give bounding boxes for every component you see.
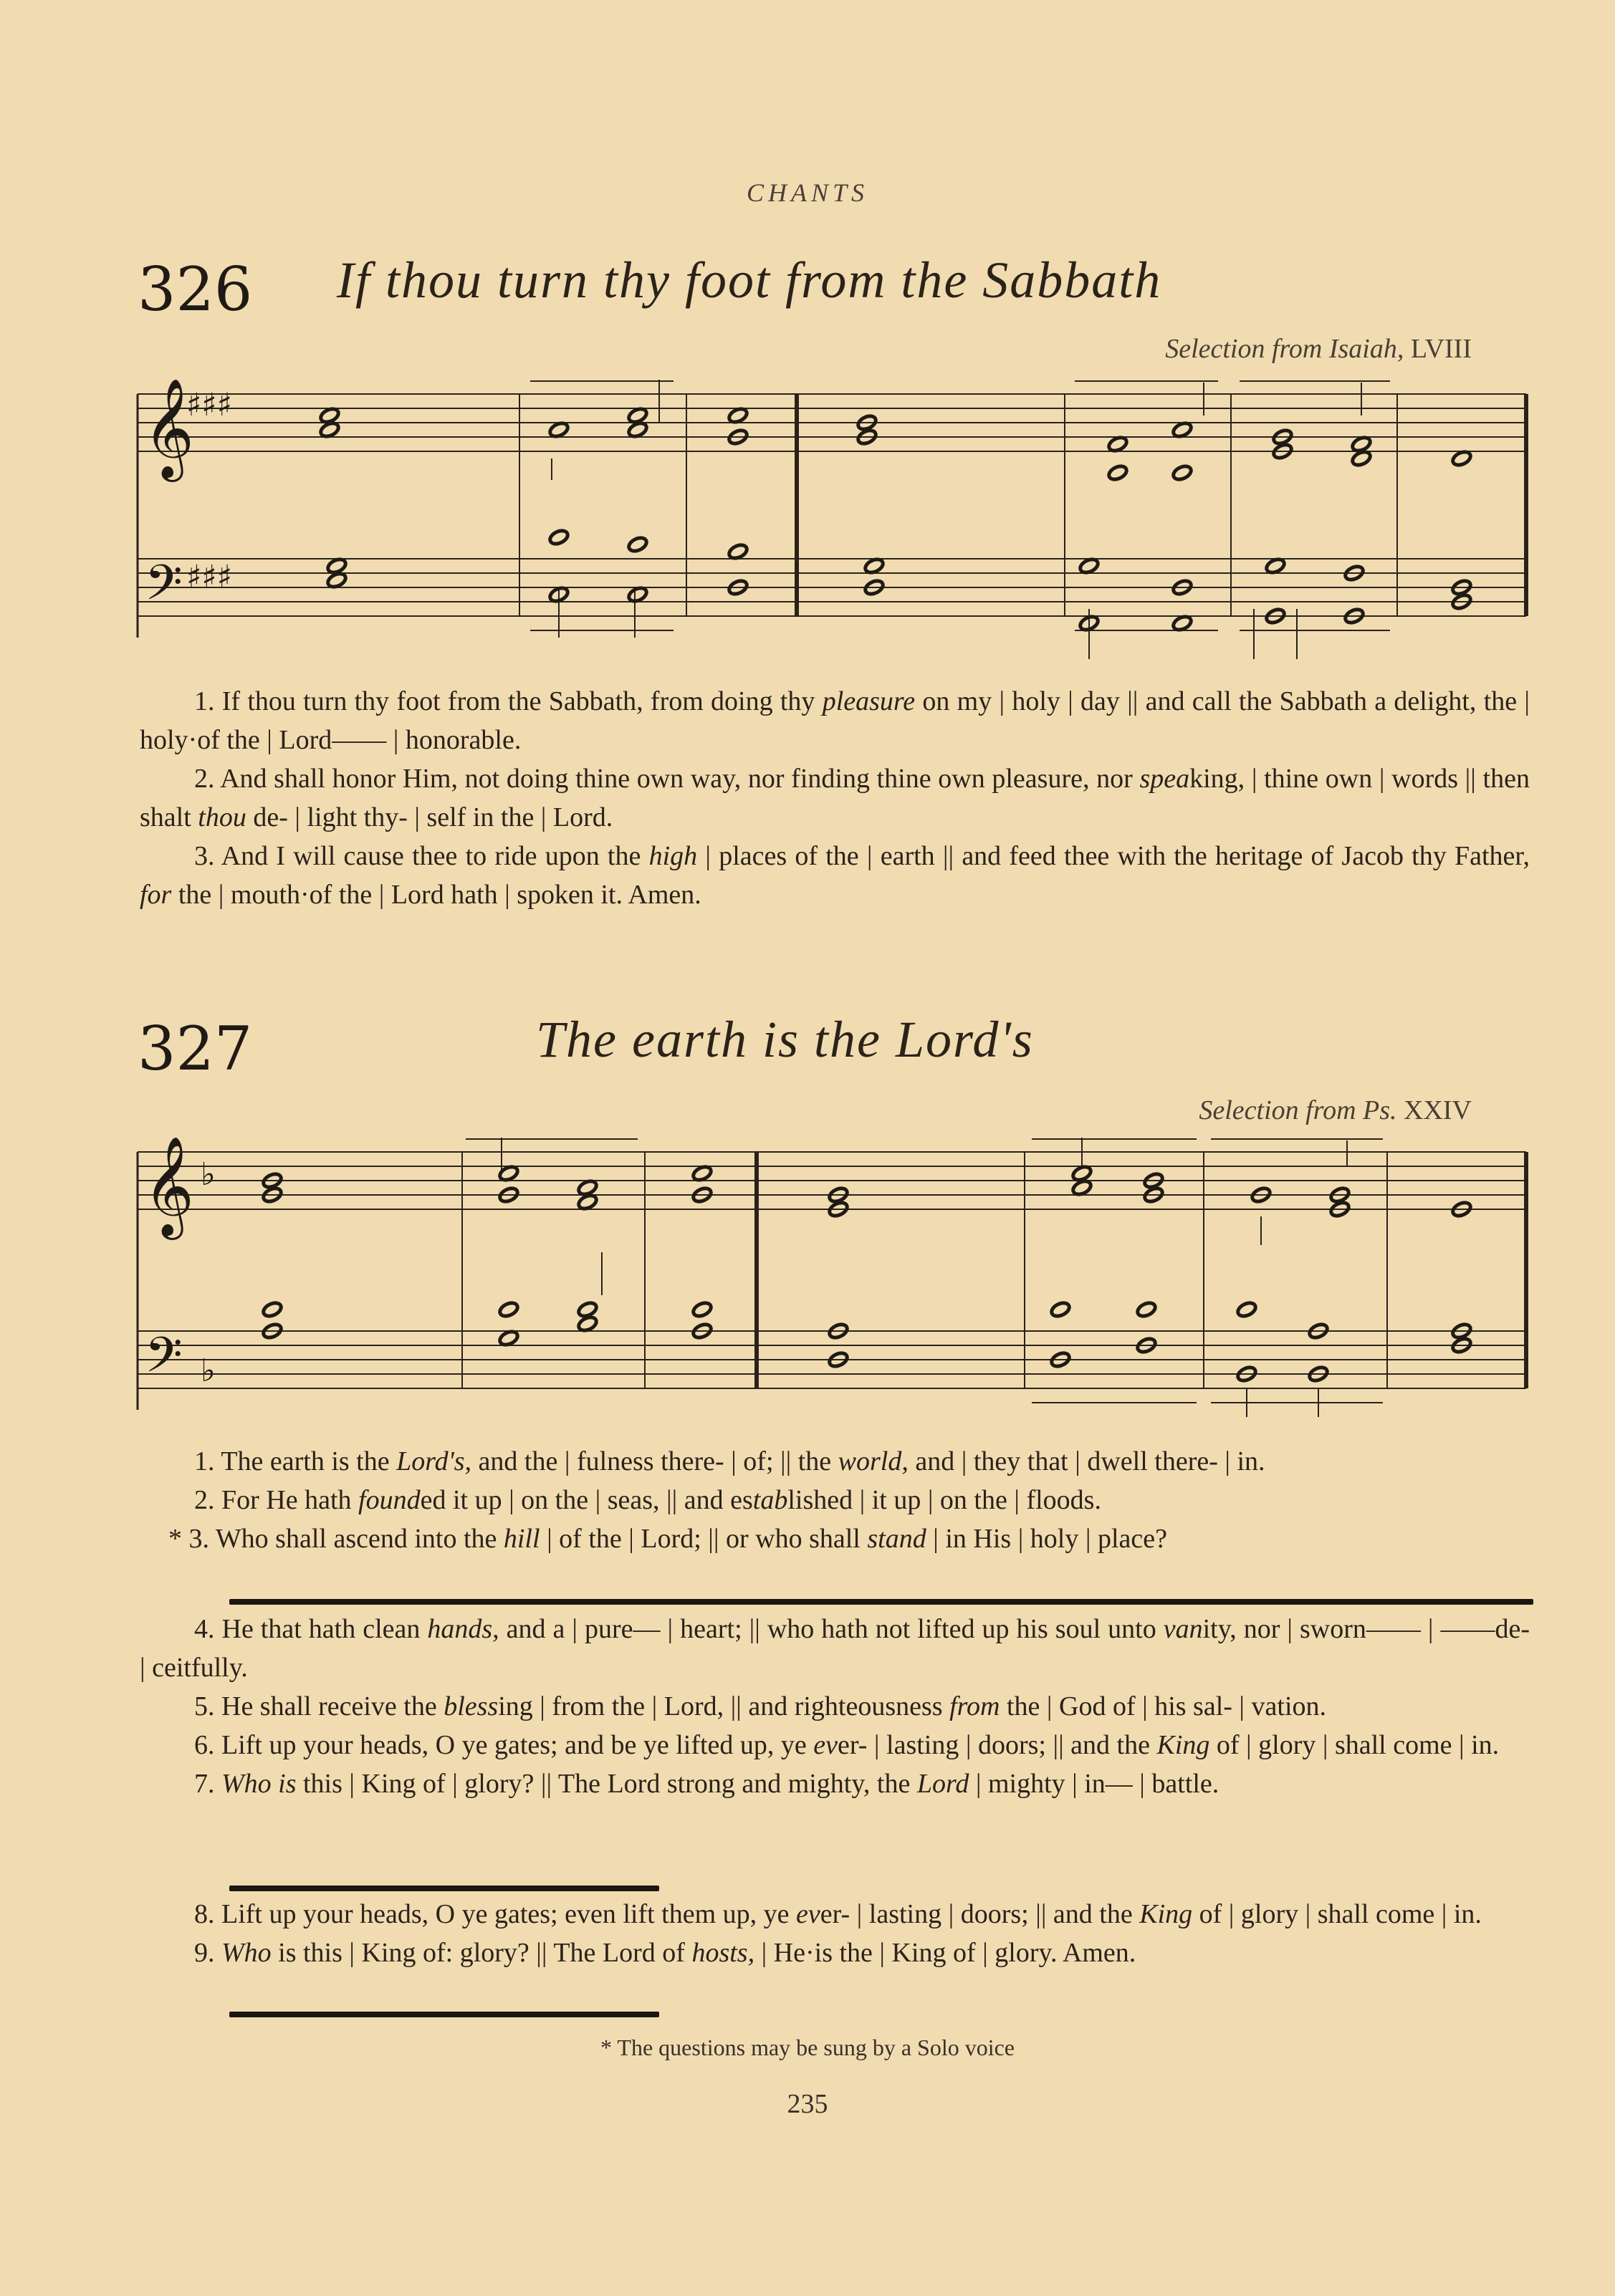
chant-source (1165, 333, 1472, 365)
divider-rule (229, 2012, 659, 2017)
svg-text:♯♯♯: ♯♯♯ (186, 559, 232, 595)
running-head: CHANTS (746, 178, 869, 207)
svg-text:𝄞: 𝄞 (143, 378, 194, 478)
verse: 5. He shall receive the blessing | from the | Lord, || and righteousness from the | God of | his sal- | vation. (194, 1691, 1327, 1721)
verse: 9. Who is this | King of: glory? || The Lord of hosts, | He·is the | King of | glory. Amen. (194, 1938, 1136, 1968)
verse: 4. He that hath clean hands, and a | pure— | heart; || who hath not lifted up his soul unto vanity, nor | sworn—— | ——de- | ceitfully. (140, 1614, 1530, 1683)
source-italic: Selection from Isaiah, (1165, 334, 1404, 364)
svg-text:𝄞: 𝄞 (143, 1136, 194, 1236)
footnote: * The questions may be sung by a Solo voice (600, 2035, 1015, 2060)
music-staff-327 (129, 1130, 1533, 1431)
verse: 1. The earth is the Lord's, and the | fulness there- | of; || the world, and | they that | dwell there- | in. (194, 1446, 1265, 1476)
chant-327-verses-c (140, 1895, 1530, 1972)
verse: 6. Lift up your heads, O ye gates; and be ye lifted up, ye ever- | lasting | doors; || and the King of | glory | shall come | in. (194, 1730, 1500, 1760)
verse: 7. Who is this | King of | glory? || The Lord strong and mighty, the Lord | mighty | in— | battle. (194, 1769, 1219, 1799)
svg-text:𝄢: 𝄢 (145, 1327, 183, 1396)
verse: * 3. Who shall ascend into the hill | of the | Lord; || or who shall stand | in His | holy | place? (168, 1524, 1167, 1554)
svg-text:♯♯♯: ♯♯♯ (186, 387, 232, 423)
chant-number: 326 (138, 254, 253, 325)
chant-title: If thou turn thy foot from the Sabbath (337, 251, 1162, 309)
divider-rule (229, 1599, 1533, 1605)
source-roman: LVIII (1410, 334, 1472, 364)
page-number: 235 (787, 2089, 828, 2119)
verse: 1. If thou turn thy foot from the Sabbath, from doing thy pleasure on my | holy | day || and call the Sabbath a delight, the | holy·of the | Lord—— | honorable. (140, 686, 1530, 755)
verse: 3. And I will cause thee to ride upon the high | places of the | earth || and feed thee with the heritage of Jacob thy Father, for the | mouth·of the | Lord hath | spoken it. Amen. (140, 841, 1530, 910)
chant-title: The earth is the Lord's (536, 1011, 1034, 1068)
music-staff-326 (129, 373, 1533, 673)
chant-327-verses-b (140, 1610, 1530, 1803)
divider-rule (229, 1886, 659, 1891)
verse: 2. For He hath founded it up | on the | seas, || and established | it up | on the | floods. (194, 1485, 1101, 1515)
chant-number: 327 (138, 1014, 253, 1084)
verse: 2. And shall honor Him, not doing thine own way, nor finding thine own pleasure, nor speaking, | thine own | words || then shalt thou de- | light thy- | self in the | Lord. (140, 764, 1530, 832)
svg-text:♭: ♭ (201, 1353, 216, 1389)
source-italic: Selection from Ps. (1199, 1095, 1397, 1125)
source-roman: XXIV (1404, 1095, 1472, 1125)
chant-327-verses-a (140, 1442, 1530, 1558)
svg-text:𝄢: 𝄢 (145, 555, 183, 623)
verse: 8. Lift up your heads, O ye gates; even lift them up, ye ever- | lasting | doors; || and the King of | glory | shall come | in. (194, 1899, 1482, 1929)
svg-text:♭: ♭ (201, 1156, 216, 1193)
chant-source (1199, 1095, 1472, 1126)
chant-326-verses (140, 682, 1530, 914)
